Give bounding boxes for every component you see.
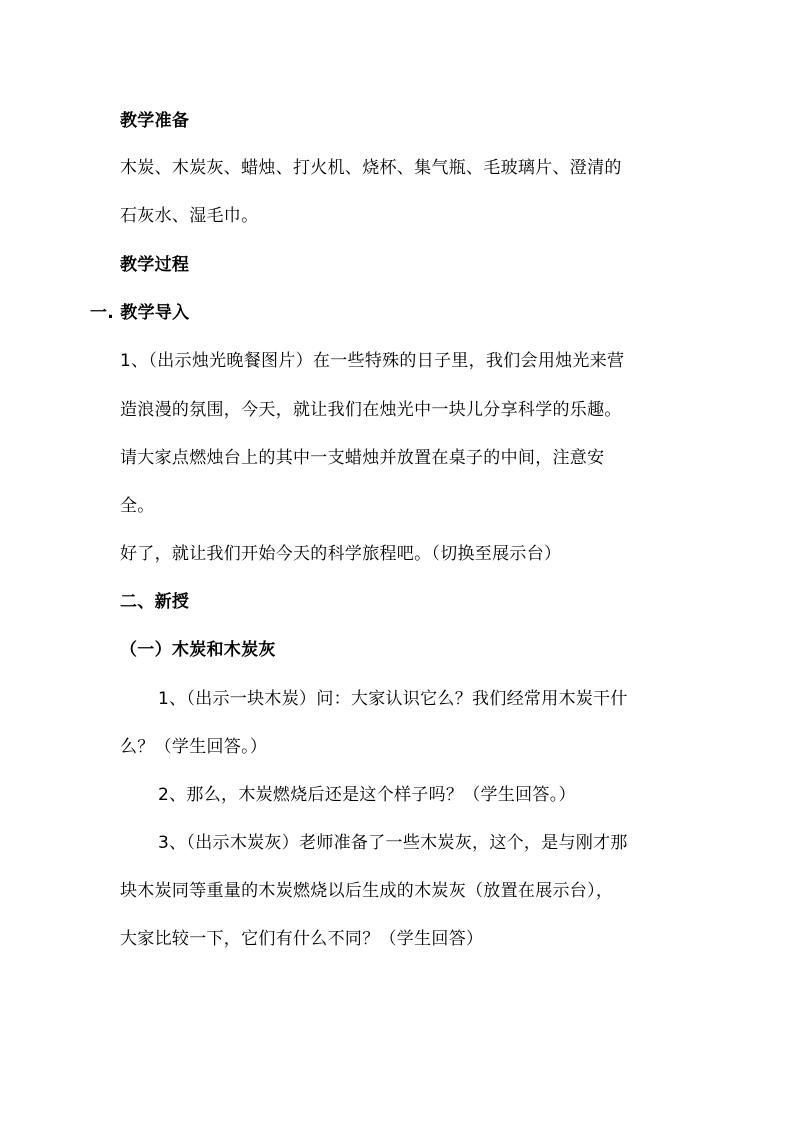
question-paragraph-line: 1、（出示一块木炭）问：大家认识它么？我们经常用木炭干什 <box>158 689 628 709</box>
intro-paragraph-line: 好了，就让我们开始今天的科学旅程吧。（切换至展示台） <box>120 544 562 564</box>
section-heading-new: 二、新授 <box>120 592 190 612</box>
intro-paragraph-line: 造浪漫的氛围，今天，就让我们在烛光中一块儿分享科学的乐趣。 <box>120 400 622 420</box>
process-heading: 教学过程 <box>120 255 190 275</box>
question-paragraph-line: 3、（出示木炭灰）老师准备了一些木炭灰，这个，是与刚才那 <box>158 833 628 853</box>
intro-paragraph-line: 请大家点燃烛台上的其中一支蜡烛并放置在桌子的中间，注意安 <box>120 448 605 468</box>
section-heading-intro: 一. 教学导入 <box>90 303 190 323</box>
prep-heading: 教学准备 <box>120 111 190 131</box>
intro-paragraph-line: 1、（出示烛光晚餐图片）在一些特殊的日子里，我们会用烛光来营 <box>120 351 625 371</box>
question-paragraph-line: 大家比较一下，它们有什么不同？（学生回答） <box>120 929 484 949</box>
question-paragraph-line: 2、那么，木炭燃烧后还是这个样子吗？（学生回答。） <box>158 785 576 805</box>
question-paragraph-line: 么？（学生回答。） <box>120 737 268 757</box>
subsection-heading-charcoal: （一）木炭和木炭灰 <box>120 640 276 660</box>
question-paragraph-line: 块木炭同等重量的木炭燃烧以后生成的木炭灰（放置在展示台）， <box>120 881 614 901</box>
prep-paragraph-line: 石灰水、湿毛巾。 <box>120 206 259 226</box>
intro-paragraph-line: 全。 <box>120 496 155 516</box>
prep-paragraph-line: 木炭、木炭灰、蜡烛、打火机、烧杯、集气瓶、毛玻璃片、澄清的 <box>120 158 622 178</box>
